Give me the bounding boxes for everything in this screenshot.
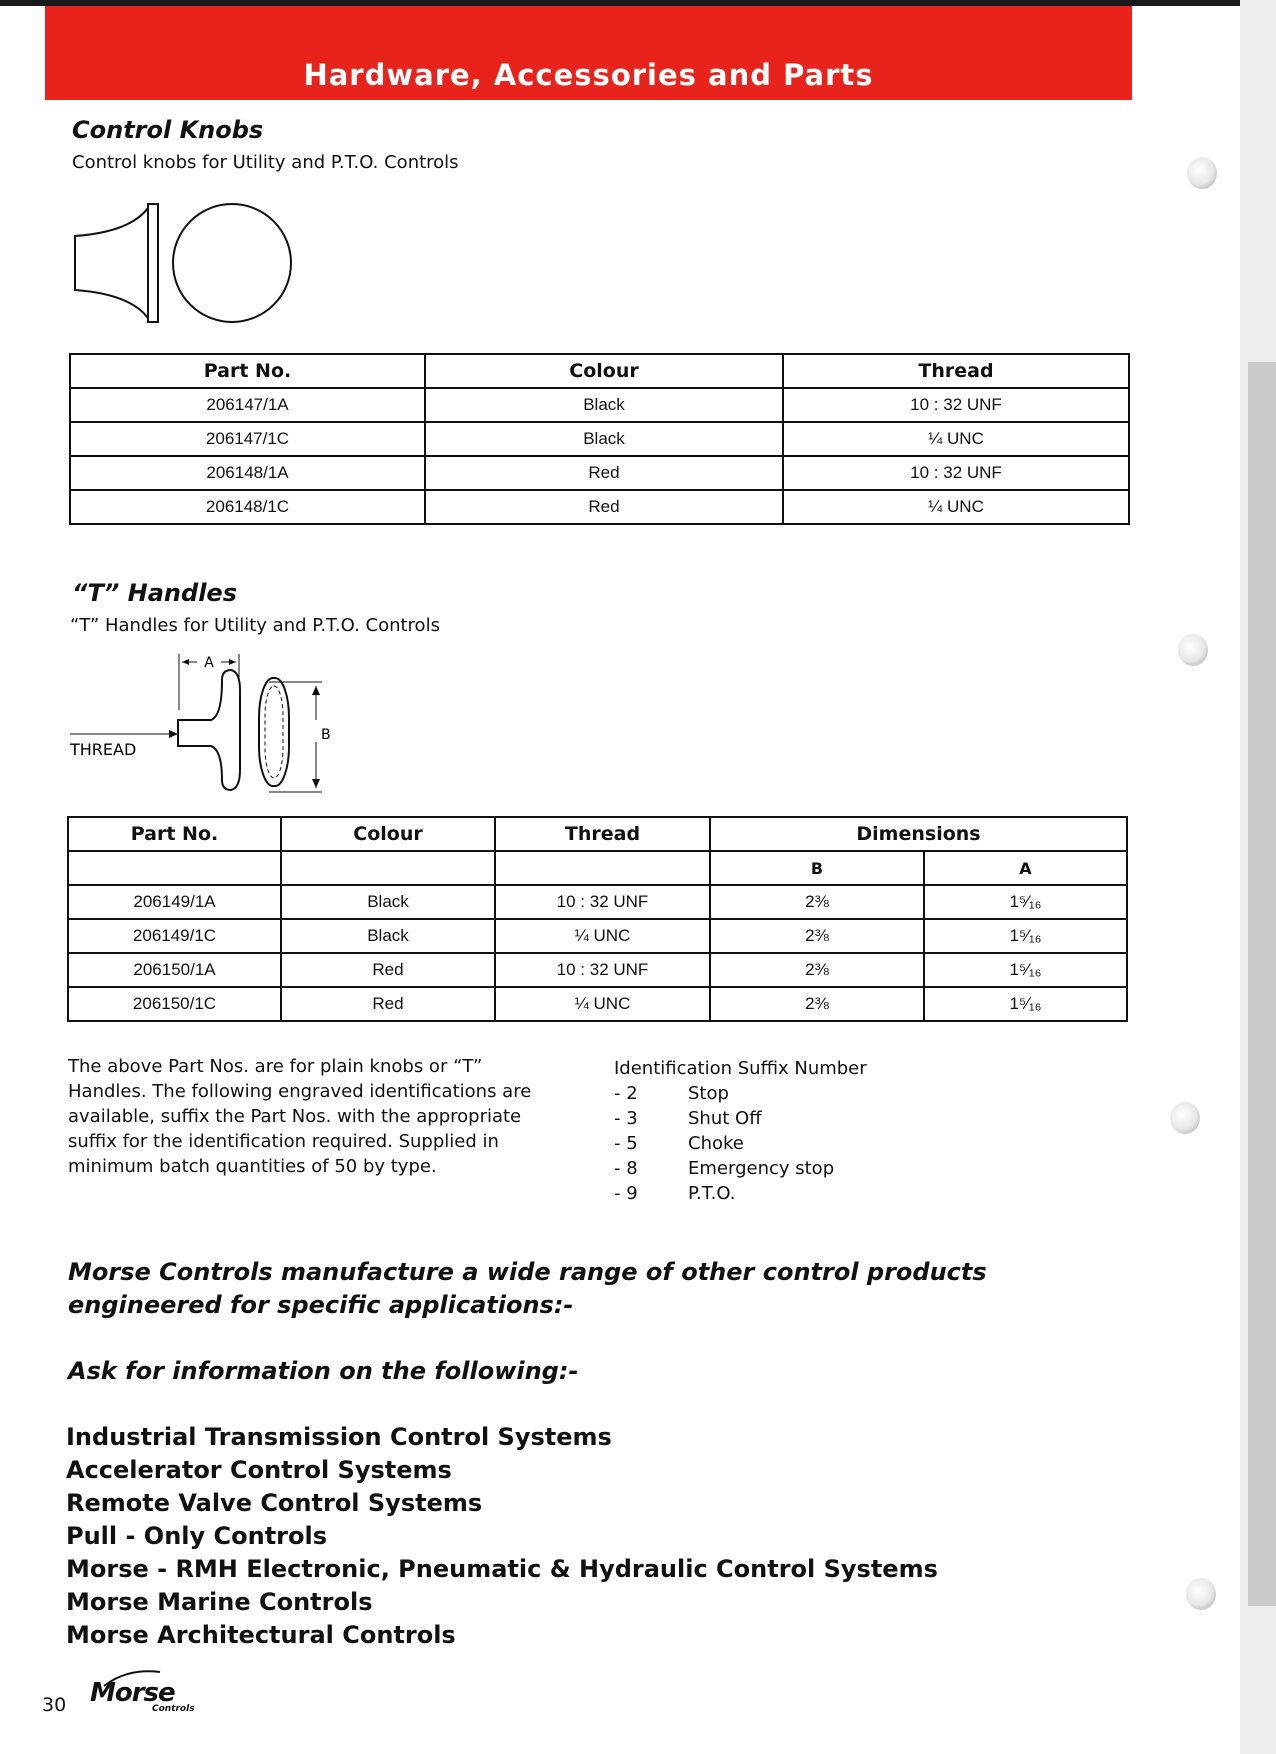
list-item: Morse - RMH Electronic, Pneumatic & Hydraulic Control Systems (66, 1555, 938, 1583)
page-title: Hardware, Accessories and Parts (303, 58, 874, 92)
thread: ¼ UNC (783, 422, 1129, 456)
thread-label: THREAD (70, 740, 137, 759)
part-number: 206150/1C (68, 987, 281, 1021)
part-number: 206149/1A (68, 885, 281, 919)
control-knob-diagram (70, 198, 300, 328)
control-knobs-table (69, 353, 1130, 525)
thread: 10 : 32 UNF (783, 456, 1129, 490)
column-header: Thread (495, 817, 710, 851)
logo-text: Morse (90, 1678, 175, 1708)
promo-line: Morse Controls manufacture a wide range of other control products (68, 1258, 987, 1286)
thread: ¼ UNC (783, 490, 1129, 524)
note-line: The above Part Nos. are for plain knobs or “T” (68, 1056, 483, 1077)
colour: Red (281, 987, 495, 1021)
ask-for-information: Ask for information on the following:- (68, 1357, 579, 1385)
t-handles-table (67, 816, 1128, 1022)
table-row (70, 490, 1129, 524)
dimension-a: 1⁵⁄₁₆ (924, 885, 1127, 919)
punch-hole (1170, 1102, 1200, 1134)
colour: Black (281, 885, 495, 919)
suffix-code: - 2 (614, 1083, 638, 1104)
logo-subtext: Controls (152, 1704, 195, 1714)
suffix-title: Identification Suffix Number (614, 1058, 867, 1079)
list-item: Remote Valve Control Systems (66, 1489, 483, 1517)
punch-hole (1187, 157, 1217, 189)
part-number: 206149/1C (68, 919, 281, 953)
note-line: Handles. The following engraved identifications are (68, 1081, 532, 1102)
table-row (70, 456, 1129, 490)
header-bar (45, 6, 1132, 100)
thread: ¼ UNC (495, 987, 710, 1021)
suffix-code: - 8 (614, 1158, 638, 1179)
colour: Black (425, 422, 783, 456)
sub-header-b: B (710, 851, 924, 885)
t-handles-subtitle: “T” Handles for Utility and P.T.O. Controls (70, 615, 440, 636)
colour: Black (281, 919, 495, 953)
dimension-a: 1⁵⁄₁₆ (924, 953, 1127, 987)
punch-hole (1178, 634, 1208, 666)
column-header: Part No. (70, 354, 425, 388)
table-row (70, 388, 1129, 422)
control-knobs-subtitle: Control knobs for Utility and P.T.O. Controls (72, 152, 459, 173)
table-row (68, 919, 1127, 953)
column-header: Part No. (68, 817, 281, 851)
part-number: 206148/1C (70, 490, 425, 524)
column-header: Colour (281, 817, 495, 851)
column-header: Dimensions (710, 817, 1127, 851)
dimension-a-label: A (204, 655, 214, 671)
thread: ¼ UNC (495, 919, 710, 953)
dimension-a: 1⁵⁄₁₆ (924, 919, 1127, 953)
colour: Red (425, 490, 783, 524)
list-item: Morse Marine Controls (66, 1588, 373, 1616)
morse-logo (90, 1668, 200, 1728)
suffix-code: - 9 (614, 1183, 638, 1204)
part-number: 206147/1C (70, 422, 425, 456)
suffix-label: Stop (688, 1083, 729, 1104)
thread: 10 : 32 UNF (495, 953, 710, 987)
empty-cell (495, 851, 710, 885)
list-item (614, 1106, 834, 1131)
list-item: Industrial Transmission Control Systems (66, 1423, 612, 1451)
promo-statement (68, 1256, 1168, 1322)
suffix-code: - 5 (614, 1133, 638, 1154)
table-row (68, 885, 1127, 919)
note-line: available, suffix the Part Nos. with the appropriate (68, 1106, 522, 1127)
control-knobs-title: Control Knobs (72, 116, 264, 144)
part-number: 206150/1A (68, 953, 281, 987)
colour: Black (425, 388, 783, 422)
list-item: Morse Architectural Controls (66, 1621, 456, 1649)
thread: 10 : 32 UNF (783, 388, 1129, 422)
suffix-code: - 3 (614, 1108, 638, 1129)
suffix-list (614, 1081, 834, 1206)
dimension-b: 2⅜ (710, 885, 924, 919)
dimension-a: 1⁵⁄₁₆ (924, 987, 1127, 1021)
thread: 10 : 32 UNF (495, 885, 710, 919)
t-handles-title: “T” Handles (72, 579, 237, 607)
promo-line: engineered for specific applications:- (68, 1291, 574, 1319)
sub-header-a: A (924, 851, 1127, 885)
binder-strip (1248, 362, 1276, 1606)
note-line: minimum batch quantities of 50 by type. (68, 1156, 437, 1177)
t-handle-diagram (66, 650, 336, 800)
table-row (70, 422, 1129, 456)
suffix-label: Emergency stop (688, 1158, 835, 1179)
note-line: suffix for the identification required. Supplied in (68, 1131, 499, 1152)
dimension-b-label: B (321, 727, 331, 743)
column-header: Colour (425, 354, 783, 388)
product-list (66, 1421, 938, 1652)
suffix-label: Choke (688, 1133, 744, 1154)
suffix-label: Shut Off (688, 1108, 762, 1129)
list-item (614, 1131, 834, 1156)
note-paragraph (68, 1054, 608, 1179)
list-item (614, 1081, 834, 1106)
dimension-b: 2⅜ (710, 987, 924, 1021)
part-number: 206148/1A (70, 456, 425, 490)
empty-cell (68, 851, 281, 885)
list-item: Pull - Only Controls (66, 1522, 328, 1550)
colour: Red (425, 456, 783, 490)
table-row (68, 987, 1127, 1021)
list-item (614, 1181, 834, 1206)
suffix-label: P.T.O. (688, 1183, 736, 1204)
column-header: Thread (783, 354, 1129, 388)
dimension-b: 2⅜ (710, 953, 924, 987)
part-number: 206147/1A (70, 388, 425, 422)
punch-hole (1186, 1578, 1216, 1610)
page-number: 30 (42, 1694, 67, 1716)
table-row (68, 953, 1127, 987)
dimension-b: 2⅜ (710, 919, 924, 953)
colour: Red (281, 953, 495, 987)
empty-cell (281, 851, 495, 885)
list-item (614, 1156, 834, 1181)
list-item: Accelerator Control Systems (66, 1456, 452, 1484)
